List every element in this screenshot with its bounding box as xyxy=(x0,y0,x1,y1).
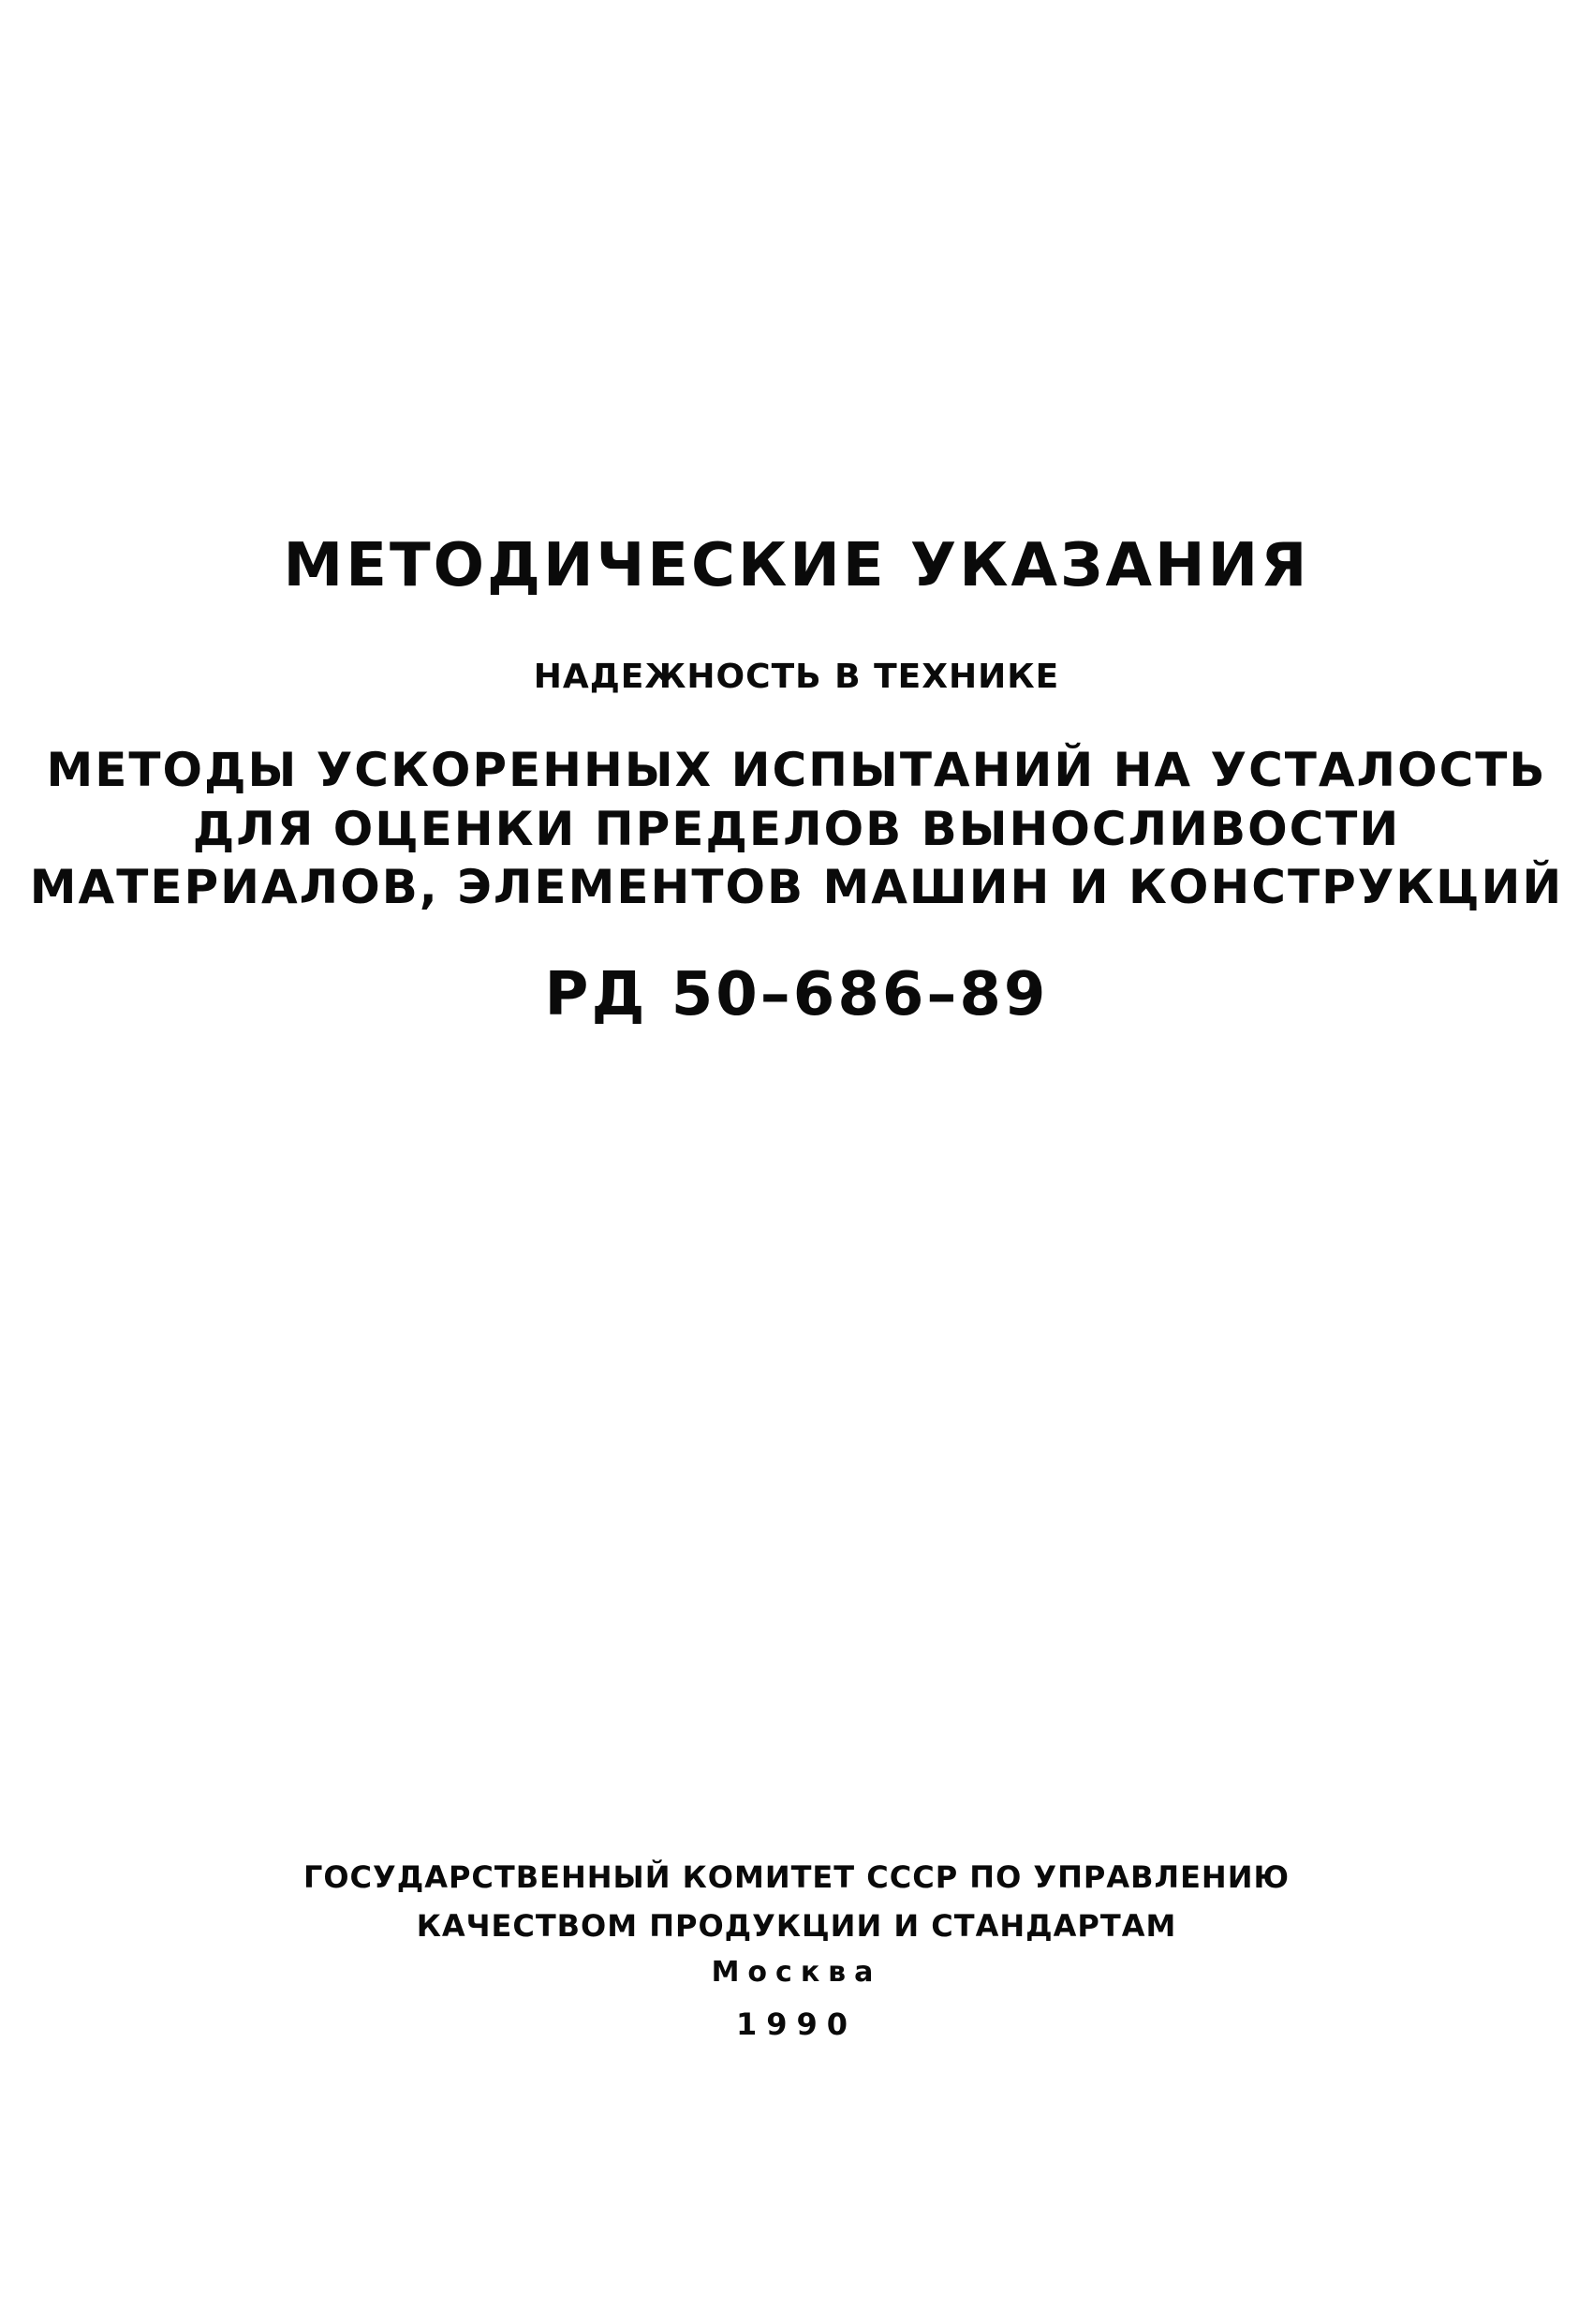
document-type-heading: МЕТОДИЧЕСКИЕ УКАЗАНИЯ xyxy=(283,531,1310,600)
title-line: ДЛЯ ОЦЕНКИ ПРЕДЕЛОВ ВЫНОСЛИВОСТИ xyxy=(192,802,1401,856)
document-code: РД 50–686–89 xyxy=(544,960,1049,1029)
publisher-line: КАЧЕСТВОМ ПРОДУКЦИИ И СТАНДАРТАМ xyxy=(416,1908,1177,1944)
publication-year: 1990 xyxy=(735,2006,858,2042)
title-line: МАТЕРИАЛОВ, ЭЛЕМЕНТОВ МАШИН И КОНСТРУКЦИЙ xyxy=(29,860,1564,914)
title-line: МЕТОДЫ УСКОРЕННЫХ ИСПЫТАНИЙ НА УСТАЛОСТЬ xyxy=(46,743,1547,797)
publication-city: Москва xyxy=(711,1956,882,1989)
publisher-line: ГОСУДАРСТВЕННЫЙ КОМИТЕТ СССР ПО УПРАВЛЕНИЮ xyxy=(302,1859,1291,1895)
series-subheading: НАДЕЖНОСТЬ В ТЕХНИКЕ xyxy=(533,658,1060,696)
